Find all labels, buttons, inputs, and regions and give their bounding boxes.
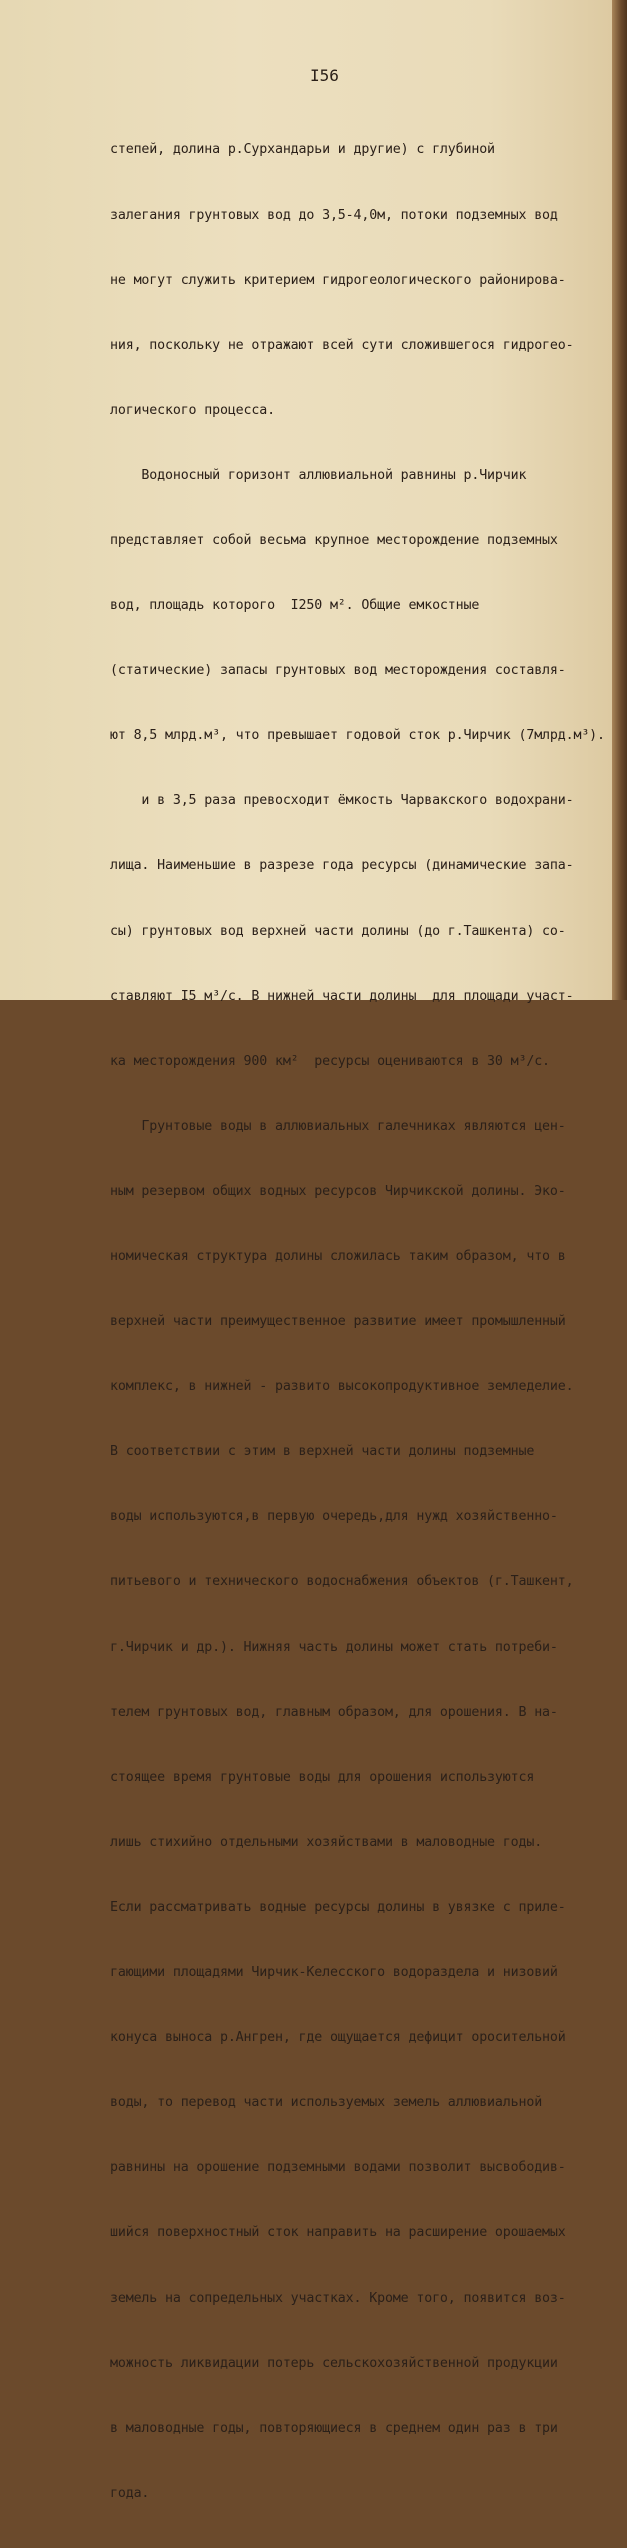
text-line: гающими площадями Чирчик-Келесского водораздела и низовий [110,1965,558,1981]
text-line: воды используются,в первую очередь,для нужд хозяйственно- [110,1509,558,1525]
text-line: Если рассматривать водные ресурсы долины в увязке с приле- [110,1899,566,1915]
text-line: вод, площадь которого I250 м². Общие емкостные [110,598,480,614]
text-line: Водоносный горизонт аллювиальной равнины р.Чирчик [110,467,527,483]
text-line: ют 8,5 млрд.м³, что превышает годовой сток р.Чирчик (7млрд.м³). [110,728,605,744]
text-line: года. [110,2485,150,2501]
text-line: сы) грунтовых вод верхней части долины (до г.Ташкента) со- [110,923,566,939]
text-line: номическая структура долины сложилась таким образом, что в [110,1249,566,1264]
text-line: комплекс, в нижней - развито высокопродуктивное земледелие. [110,1379,574,1395]
text-line: питьевого и технического водоснабжения объектов (г.Ташкент, [110,1574,574,1590]
text-line: ния, поскольку не отражают всей сути сложившегося гидрогео- [110,337,574,353]
text-line: Грунтовые воды в аллювиальных галечниках являются цен- [110,1118,566,1134]
text-line: представляет собой весьма крупное месторождение подземных [110,532,558,548]
text-line: г.Чирчик и др.). Нижняя часть долины может стать потреби- [110,1639,558,1655]
text-line: воды, то перевод части используемых земель аллювиальной [110,2095,543,2111]
text-line: шийся поверхностный сток направить на расширение орошаемых [110,2225,566,2241]
text-line: ставляют I5 м³/с. В нижней части долины для площади участ- [110,988,574,1004]
text-line: телем грунтовых вод, главным образом, для орошения. В на- [110,1704,558,1720]
book-edge [612,0,627,1000]
page-number: I56 [310,66,339,85]
text-line: ка месторождения 900 км² ресурсы оцениваются в 30 м³/с. [110,1053,550,1069]
text-line: равнины на орошение подземными водами позволит высвободив- [110,2160,566,2176]
text-line: не могут служить критерием гидрогеологического районирова- [110,272,566,288]
text-line: и в 3,5 раза превосходит ёмкость Чарвакского водохрани- [110,793,574,809]
text-line: верхней части преимущественное развитие имеет промышленный [110,1314,566,1330]
body-text [110,96,605,2548]
text-line: логического процесса. [110,402,275,418]
text-line: конуса выноса р.Ангрен, где ощущается дефицит оросительной [110,2030,566,2046]
text-line: лишь стихийно отдельными хозяйствами в маловодные годы. [110,1834,543,1850]
text-line: ным резервом общих водных ресурсов Чирчикской долины. Эко- [110,1183,566,1199]
text-line: в маловодные годы, повторяющиеся в среднем один раз в три [110,2420,558,2436]
text-line: можность ликвидации потерь сельскохозяйственной продукции [110,2355,558,2371]
text-line: лища. Наименьшие в разрезе года ресурсы (динамические запа- [110,858,574,874]
text-line: земель на сопредельных участках. Кроме того, появится воз- [110,2290,566,2306]
text-line: стоящее время грунтовые воды для орошения используются [110,1769,535,1785]
text-line: В соответствии с этим в верхней части долины подземные [110,1444,535,1460]
text-line: (статические) запасы грунтовых вод месторождения составля- [110,663,566,679]
text-line: залегания грунтовых вод до 3,5-4,0м, потоки подземных вод [110,207,558,223]
text-line: степей, долина р.Сурхандарьи и другие) с глубиной [110,142,495,158]
